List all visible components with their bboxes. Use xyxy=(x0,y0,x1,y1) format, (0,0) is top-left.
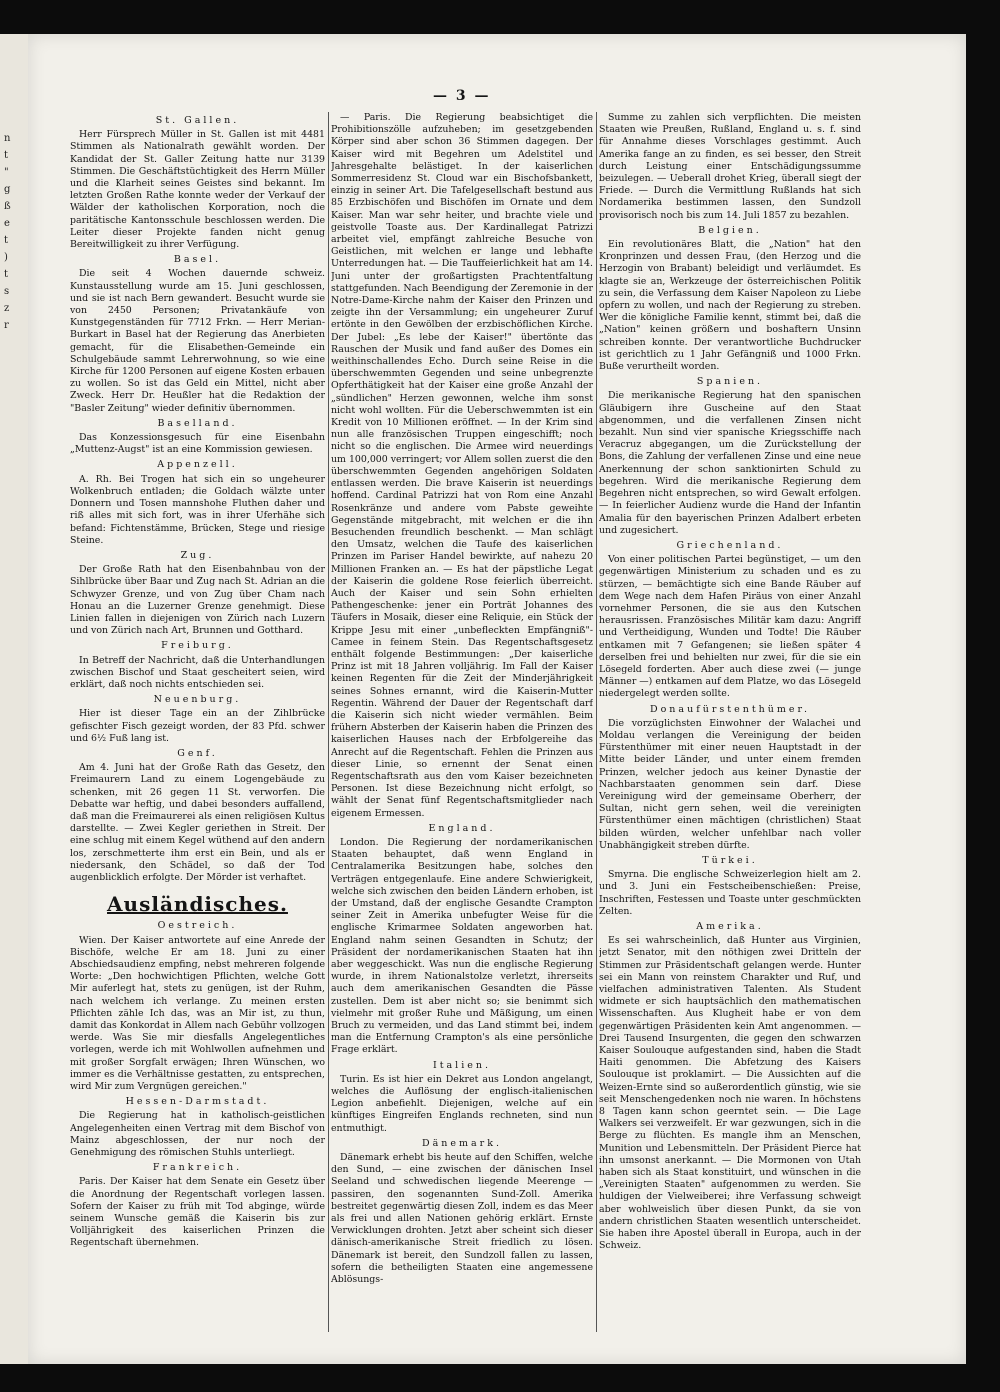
adjacent-page-edge: n t " g ß e t ) t s z r xyxy=(0,34,28,1364)
article-text: Paris. Der Kaiser hat dem Senate ein Gesetz über die Anordnung der Regentschaft vorlegen lassen. Sofern der Kaiser zu früh mit Tod abginge, würde seinem Wunsche gemäß die Kaiserin bis zur Volljährigkeit des kaiserlichen Prinzen die Regentschaft übernehmen. xyxy=(70,1176,325,1249)
page-number: — 3 — xyxy=(433,88,491,104)
section-heading: Belgien. xyxy=(698,224,762,236)
article-belgien xyxy=(599,225,861,373)
article-england xyxy=(331,823,593,1057)
article-text: Das Konzessionsgesuch für eine Eisenbahn „Muttenz-Augst" ist an eine Kommission gewiesen. xyxy=(70,432,325,456)
section-heading: Appenzell. xyxy=(157,459,238,471)
article-text: In Betreff der Nachricht, daß die Unterhandlungen zwischen Bischof und Staat gescheitert seien, wird erklärt, daß noch nichts entschieden sei. xyxy=(70,654,325,690)
article-text: Smyrna. Die englische Schweizerlegion hielt am 2. und 3. Juni ein Festscheibenschießen: Preise, Inschriften, Festessen und Toaste unter geschmückten Zelten. xyxy=(599,869,861,917)
section-heading: Italien. xyxy=(432,1059,492,1071)
section-heading: St. Gallen. xyxy=(155,115,240,126)
article-text: Die merikanische Regierung hat den spanischen Gläubigern ihre Guscheine auf den Staat abgenommen, und die verfallenen Zinsen nicht bezahlt. Nun sind vier spanische Kriegsschiffe nach Veracruz abgegangen, um die Zurückstellung der Bons, die Zahlung der verfallenen Zinse und eine neue Anerkennung der schon sanktionirten Schuld zu begehren. Wird die merikanische Regierung dem Begehren nicht entsprechen, so wird Gewalt erfolgen. — In feierlicher Audienz wurde die Hand der Infantin Amalia für den bayerischen Prinzen Adalbert erbeten und zugesichert. xyxy=(599,390,861,536)
article-baselland xyxy=(70,418,325,457)
section-heading: Basel. xyxy=(173,254,222,266)
article-st-gallen xyxy=(70,115,325,251)
article-genf xyxy=(70,748,325,884)
article-italien xyxy=(331,1060,593,1135)
section-heading: Frankreich. xyxy=(152,1162,243,1174)
article-text: Wien. Der Kaiser antwortete auf eine Anrede der Bischöfe, welche Er am 18. Juni zu einer Abschiedsaudienz empfing, nebst mehreren folgende Worte: „Den hochwichtigen Pflichten, welche Gott Mir auferlegt hat, stets zu genügen, ist der Ruhm, nach welchem ich verlange. Zu meinen ersten Pflichten zähle Ich das, was an Mir ist, zu thun, damit das Konkordat in Allem nach Gebühr vollzogen werde. Was Sie mir diesfalls Angelegentliches vorlegen, werde ich mit Wohlwollen aufnehmen und mit großer Sorgfalt erwägen; Ihren Wünschen, wo immer es die Verhältnisse gestatten, zu entsprechen, wird Mir zum Vergnügen gereichen." xyxy=(70,934,325,1093)
column-rule xyxy=(328,112,329,1332)
article-donaufuerstenthuemer xyxy=(599,704,861,852)
foreign-news-heading: Ausländisches. xyxy=(107,892,288,917)
article-text: Am 4. Juni hat der Große Rath das Gesetz, den Freimaurern Land zu einem Logengebäude zu schenken, mit 26 gegen 11 St. verworfen. Die Debatte war heftig, und dabei besonders auffallend, daß man die Freimaurerei als einen religiösen Kultus darstellte. — Zwei Kegler geriethen in Streit. Der eine schlug mit einem Kegel wüthend auf den andern los, zerschmetterte ihm erst ein Bein, und als er niedersank, den Schädel, so daß der Tod augenblicklich erfolgte. Der Mörder ist verhaftet. xyxy=(70,762,325,883)
article-appenzell xyxy=(70,459,325,546)
article-spanien xyxy=(599,376,861,537)
section-heading: Amerika. xyxy=(696,921,764,932)
article-text: Hier ist dieser Tage ein an der Zihlbrücke gefischter Fisch gezeigt worden, der 83 Pfd. schwer und 6½ Fuß lang ist. xyxy=(70,708,325,744)
article-text: Die seit 4 Wochen dauernde schweiz. Kunstausstellung wurde am 15. Juni geschlossen, und sie ist nach Bern gewandert. Besucht wurde sie von 2450 Personen; Privatankäufe von Kunstgegenständen für 7712 Frkn. — Herr Merian-Burkart in Basel hat der Regierung das Anerbieten gemacht, für die Elisabethen-Gemeinde ein Schulgebäude sammt Lehrerwohnung, so wie eine Kirche für 1200 Personen auf eigene Kosten erbauen zu wollen. So ist das Geld ein Mittel, nicht aber Zweck. Herr Dr. Heußler hat die Redaktion der "Basler Zeitung" wieder definitiv übernommen. xyxy=(70,268,325,414)
section-heading: Freiburg. xyxy=(161,640,234,652)
article-text: A. Rh. Bei Trogen hat sich ein so ungeheurer Wolkenbruch entladen; die Goldach wälzte unter Donnern und Tosen mannshohe Fluthen daher und riß alles mit sich fort, was in ihrer Uferhähe sich befand: Fichtenstämme, Brücken, Stege und riesige Steine. xyxy=(70,473,325,546)
section-heading: Oestreich. xyxy=(157,920,238,932)
section-heading: Türkei. xyxy=(702,854,758,866)
article-text: Herr Fürsprech Müller in St. Gallen ist mit 4481 Stimmen als Nationalrath gewählt worden. Der Kandidat der St. Galler Zeitung hatte nur 3139 Stimmen. Die Geschäftstüchtigkeit des Herrn Müller und die Klarheit seines Geistes sind bekannt. Im letzten Großen Rathe konnte weder der Verkauf der Wälder der katholischen Korporation, noch die paritätische Kantonsschule beschlossen werden. Die Leiter dieser Projekte fanden nicht genug Bereitwilligkeit zu ihrer Verfügung. xyxy=(70,129,325,251)
article-text: London. Die Regierung der nordamerikanischen Staaten behauptet, daß wenn England in Centralamerika Besitzungen habe, solches den Verträgen entgegenlaufe. Eine andere Schwierigkeit, welche sich zwischen den beiden Ländern erhoben, ist der Umstand, daß der englische Gesandte Crampton seiner Zeit in Amerika unbefugter Weise für die englische Krimarmee Soldaten angeworben hat. England nahm seinen Gesandten in Schutz; der Präsident der nordamerikanischen Staaten hat ihn aber weggeschickt. Was nun die englische Regierung wurde, in ihrem Nationalstolze verletzt, ihrerseits auch dem amerikanischen Gesandten die Pässe zustellen. Dem ist aber nicht so; sie benimmt sich vielmehr mit großer Ruhe und Mäßigung, um einen Bruch zu vermeiden, und das Land stimmt bei, indem man die Entfernung Crampton's als eine persönliche Frage erklärt. xyxy=(331,836,593,1056)
column-3 xyxy=(599,112,861,1352)
article-text: Die vorzüglichsten Einwohner der Walachei und Moldau verlangen die Vereinigung der beiden Fürstenthümer mit einer neuen Hauptstadt in der Mitte beider Länder, und unter einem fremden Prinzen, welcher jedoch aus keiner Dynastie der Nachbarstaaten genommen sein darf. Diese Vereinigung wird der gemeinsame Oberherr, der Sultan, nicht gern sehen, weil die vereinigten Fürstenthümer einen mächtigen (christlichen) Staat bilden würden, welcher unfehlbar nach voller Unabhängigkeit streben dürfte. xyxy=(599,717,861,851)
section-heading: Hessen-Darmstadt. xyxy=(125,1096,270,1108)
article-basel xyxy=(70,254,325,415)
section-heading: Donaufürstenthümer. xyxy=(649,703,811,715)
section-heading: England. xyxy=(428,822,496,834)
article-frankreich xyxy=(70,1162,325,1249)
section-heading: Dänemark. xyxy=(421,1137,502,1149)
column-2 xyxy=(331,112,593,1352)
section-heading: Zug. xyxy=(180,549,215,561)
article-text: — Paris. Die Regierung beabsichtiget die Prohibitionszölle aufzuheben; im gesetzgebenden Körper sind aber schon 36 Stimmen dagegen. Der Kaiser wird mit Begehren um Adelstitel und Jahresgehalte belästiget. In der kaiserlichen Sommerresidenz St. Cloud war ein Bischofsbankett, einzig in seiner Art. Die Tafelgesellschaft bestund aus 85 Erzbischöfen und Bischöfen im Ornate und dem Kaiser. Man war sehr heiter, und brachte viele und geistvolle Toaste aus. Der Kardinallegat Patrizzi arbeitet viel, empfängt zahlreiche Besuche von Geistlichen, mit welchen er lange und lebhafte Unterredungen hat. — Die Tauffeierlichkeit hat am 14. Juni unter der großartigsten Prachtentfaltung stattgefunden. Nach Beendigung der Zeremonie in der Notre-Dame-Kirche nahm der Kaiser den Prinzen und zeigte ihn der Versammlung; ein ungeheurer Zuruf ertönte in den Gewölben der erzbischöflichen Kirche. Der Jubel: „Es lebe der Kaiser!" übertönte das Rauschen der Musik und fand außer des Domes ein weithinschallendes Echo. Durch seine Reise in die überschwemmten Gegenden und seine unbegrenzte Opferthätigkeit hat der Kaiser eine große Anzahl der „sündlichen" Herzen gewonnen, welche ihm sonst nicht wohl wollten. Für die Ueberschwemmten ist ein Kredit von 10 Millionen eröffnet. — In der Krim sind nun alle französischen Truppen eingeschifft; noch nicht so die englischen. Die Armee wird neuerdings um 100,000 verringert; vor Allem sollen zuerst die den überschwemmten Gegenden angehörigen Soldaten entlassen werden. Die brave Kaiserin ist neuerdings hoffend. Cardinal Patrizzi hat von Rom eine Anzahl Rosenkränze und andere vom Pabste geweihte Gegenstände mitgebracht, mit welchen er die ihn Besuchenden freundlich beschenkt. — Man schlägt den Umsatz, welchen die Taufe des kaiserlichen Prinzen im Pariser Handel bewirkte, auf nahezu 20 Millionen Franken an. — Es hat der päpstliche Legat der Kaiserin die goldene Rose feierlich überreicht. Auch der Kaiser und sein Sohn erhielten Pathengeschenke: jener ein Porträt Johannes des Täufers in Mosaik, dieser eine Reliquie, ein Stück der Krippe Jesu mit einer „unbefleckten Empfängniß"-Camee in feinem Stein. Das Regentschaftsgesetz enthält folgende Bestimmungen: „Der kaiserliche Prinz ist mit 18 Jahren volljährig. Im Fall der Kaiser keinen Regenten für die Zeit der Minderjährigkeit seines Sohnes ernannt, wird die Kaiserin-Mutter Regentin. Während der Dauer der Regentschaft darf die Kaiserin sich nicht wieder vermählen. Beim frühern Absterben der Kaiserin haben die Prinzen des kaiserlichen Hauses nach der Erbfolgereihe das Anrecht auf die Regentschaft. Fehlen die Prinzen aus dieser Linie, so ernennt der Senat einen Regentschaftsrath aus den vom Kaiser bezeichneten Personen. Ist diese Bezeichnung nicht erfolgt, so wählt der Senat fünf Regentschaftsmitglieder nach eigenem Ermessen. xyxy=(331,112,593,819)
article-oestreich xyxy=(70,920,325,1093)
article-text: Turin. Es ist hier ein Dekret aus London angelangt, welches die Auflösung der englisch-italienischen Legion anbefiehlt. Diejenigen, welche auf ein künftiges Eingreifen Englands rechneten, sind nun entmuthigt. xyxy=(331,1073,593,1134)
section-heading: Spanien. xyxy=(696,376,764,388)
section-heading: Genf. xyxy=(177,747,218,759)
newspaper-page xyxy=(28,34,966,1364)
article-amerika xyxy=(599,921,861,1252)
section-heading: Griechenland. xyxy=(676,539,784,551)
article-tuerkei xyxy=(599,855,861,918)
article-text: Es sei wahrscheinlich, daß Hunter aus Virginien, jetzt Senator, mit den nöthigen zwei Dritteln der Stimmen zur Präsidentschaft gelangen werde. Hunter sei ein Mann von reinstem Charakter und Ruf, und vielfachen administrativen Talenten. Als Student widmete er sich hauptsächlich den mathematischen Wissenschaften. Aus Klugheit habe er von dem gegenwärtigen Präsidenten kein Amt angenommen. — Drei Tausend Insurgenten, die gegen den schwarzen Kaiser Soulouque aufgestanden sind, haben die Stadt Haiti genommen. Die Abfetzung des Kaisers Soulouque ist proklamirt. — Die Aussichten auf die Weizen-Ernte sind so außerordentlich günstig, wie sie seit Menschengedenken noch nie waren. In höchstens 8 Tagen kann schon geerntet sein. — Die Lage Walkers sei verzweifelt. Er war gezwungen, sich in die Berge zu flüchten. Es mangle ihm an Menschen, Munition und Lebensmitteln. Der Präsident Pierce hat ihn umsonst anerkannt. — Die Mormonen von Utah haben sich als Staat konstituirt, und wünschen in die „Vereinigten Staaten" aufgenommen zu werden. Sie huldigen der Vielweiberei; ihre Verfassung schweigt aber wohlweislich über diesen Punkt, da sie von andern christlichen Staaten wesentlich unterscheidet. Sie haben ihre Apostel überall in Europa, auch in der Schweiz. xyxy=(599,935,861,1252)
article-freiburg xyxy=(70,640,325,691)
article-neuenburg xyxy=(70,694,325,745)
article-text: Summe zu zahlen sich verpflichten. Die meisten Staaten wie Preußen, Rußland, England u. s. f. sind für Annahme dieses Vorschlages gestimmt. Auch Amerika fange an zu finden, es sei besser, den Streit durch Leistung einer Entschädigungssumme beizulegen. — Ueberall drohet Krieg, überall siegt der Friede. — Durch die Vermittlung Rußlands hat sich Nordamerika bestimmen lassen, den Sundzoll provisorisch noch bis zum 14. Juli 1857 zu bezahlen. xyxy=(599,112,861,221)
column-rule xyxy=(596,112,597,1332)
article-text: Von einer politischen Partei begünstiget, — um den gegenwärtigen Ministerium zu schaden und es zu stürzen, — bemächtigte sich eine Bande Räuber auf dem Wege nach dem Hafen Piräus von einer Anzahl vornehmer Personen, die sie aus den Kutschen herausrissen. Französisches Militär kam dazu: Angriff und Vertheidigung, Wunden und Todte! Die Räuber entkamen mit 7 Gefangenen; sie ließen später 4 derselben frei und behielten nur zwei, für die sie ein Lösegeld forderten. Aber auch diese zwei (— junge Männer —) entkamen auf dem Platze, wo das Lösegeld niedergelegt werden sollte. xyxy=(599,554,861,700)
article-text: Die Regierung hat in katholisch-geistlichen Angelegenheiten einen Vertrag mit dem Bischof von Mainz abgeschlossen, der nur noch der Genehmigung des römischen Stuhls unterliegt. xyxy=(70,1110,325,1159)
section-heading: Baselland. xyxy=(157,417,238,429)
column-1 xyxy=(70,112,325,1352)
article-text: Dänemark erhebt bis heute auf den Schiffen, welche den Sund, — eine zwischen der dänischen Insel Seeland und schwedischen liegende Meerenge — passiren, den sogenannten Sund-Zoll. Amerika bestreitet gegenwärtig diesen Zoll, indem es das Meer als frei und allen Nationen gehörig erklärt. Ernste Verwicklungen drohten. Jetzt aber scheint sich dieser dänisch-amerikanische Streit friedlich zu lösen. Dänemark ist bereit, den Sundzoll fallen zu lassen, sofern die betheiligten Staaten eine angemessene Ablösungs- xyxy=(331,1152,593,1286)
article-daenemark xyxy=(331,1138,593,1286)
article-hessen-darmstadt xyxy=(70,1096,325,1159)
article-griechenland xyxy=(599,540,861,701)
article-sundzoll-continued xyxy=(599,112,861,222)
article-text: Ein revolutionäres Blatt, die „Nation" hat den Kronprinzen und dessen Frau, (den Herzog und die Herzogin von Brabant) beleidigt und verläumdet. Es klagte sie an, Werkzeuge der österreichischen Politik zu sein, die Verfassung dem Kaiser Napoleon zu Liebe opfern zu wollen, und nach der Regierung zu streben. Wer die königliche Familie kennt, stimmt bei, daß die „Nation" keinen größern und boshaftern Unsinn schreiben konnte. Der verantwortliche Buchdrucker ist gerichtlich zu 1 Jahr Gefängniß und 1000 Frkn. Buße verurtheilt worden. xyxy=(599,239,861,373)
article-paris-continued xyxy=(331,112,593,820)
article-zug xyxy=(70,550,325,637)
section-heading: Neuenburg. xyxy=(153,694,242,706)
article-text: Der Große Rath hat den Eisenbahnbau von der Sihlbrücke über Baar und Zug nach St. Adrian an die Schwyzer Grenze, und von Zug über Cham nach Honau an die Luzerner Grenze genehmigt. Diese Linien fallen in diejenigen von Zürich nach Luzern und von Zürich nach Art, Brunnen und Gotthard. xyxy=(70,564,325,637)
